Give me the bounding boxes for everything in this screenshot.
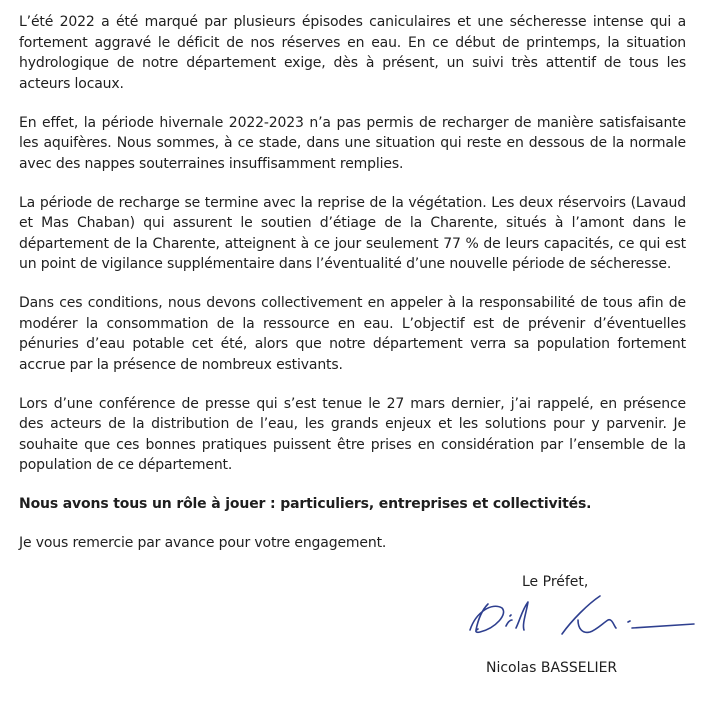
emphasis-statement: Nous avons tous un rôle à jouer : particuliers, entreprises et collectivités. [19,496,592,512]
paragraph-press-conference: Lors d’une conférence de presse qui s’est tenue le 27 mars dernier, j’ai rappelé, en présence des acteurs de la distribution de l’eau, les grands enjeux et les solutions pour y parvenir. Je souhaite que ces bonnes pratiques puissent être prises en considération par l’ensemble de la population de ce département. [19,395,686,473]
paragraph-water-conservation: Dans ces conditions, nous devons collectivement en appeler à la responsabilité de tous afin de modérer la consommation de la ressource en eau. L’objectif est de prévenir d’éventuelles pénuries d’eau potable cet été, alors que notre département verra sa population fortement accrue par la présence de nombreux estivants. [19,295,686,373]
paragraph-reservoirs: La période de recharge se termine avec la reprise de la végétation. Les deux réservoirs (Lavaud et Mas Chaban) qui assurent le soutien d’étiage de la Charente, situés à l’amont dans le département de la Charente, atteignent à ce jour seulement 77 % de leurs capacités, ce qui est un point de vigilance supplémentaire dans l’éventualité d’une nouvelle période de sécheresse. [19,194,686,272]
paragraph-aquifer-recharge: En effet, la période hivernale 2022-2023 n’a pas permis de recharger de manière satisfaisante les aquifères. Nous sommes, à ce stade, dans une situation qui reste en dessous de la normale avec des nappes souterraines insuffisamment remplies. [19,114,686,172]
closing-title: Le Préfet, [522,574,589,590]
letter-body [19,12,686,572]
paragraph-drought-summary: L’été 2022 a été marqué par plusieurs épisodes caniculaires et une sécheresse intense qui a fortement aggravé le déficit de nos réserves en eau. En ce début de printemps, la situation hydrologique de notre département exige, dès à présent, un suivi très attentif de tous les acteurs locaux. [19,14,686,92]
thanks-line: Je vous remercie par avance pour votre engagement. [19,535,387,551]
handwritten-signature [462,590,696,652]
signatory-name: Nicolas BASSELIER [486,660,618,676]
